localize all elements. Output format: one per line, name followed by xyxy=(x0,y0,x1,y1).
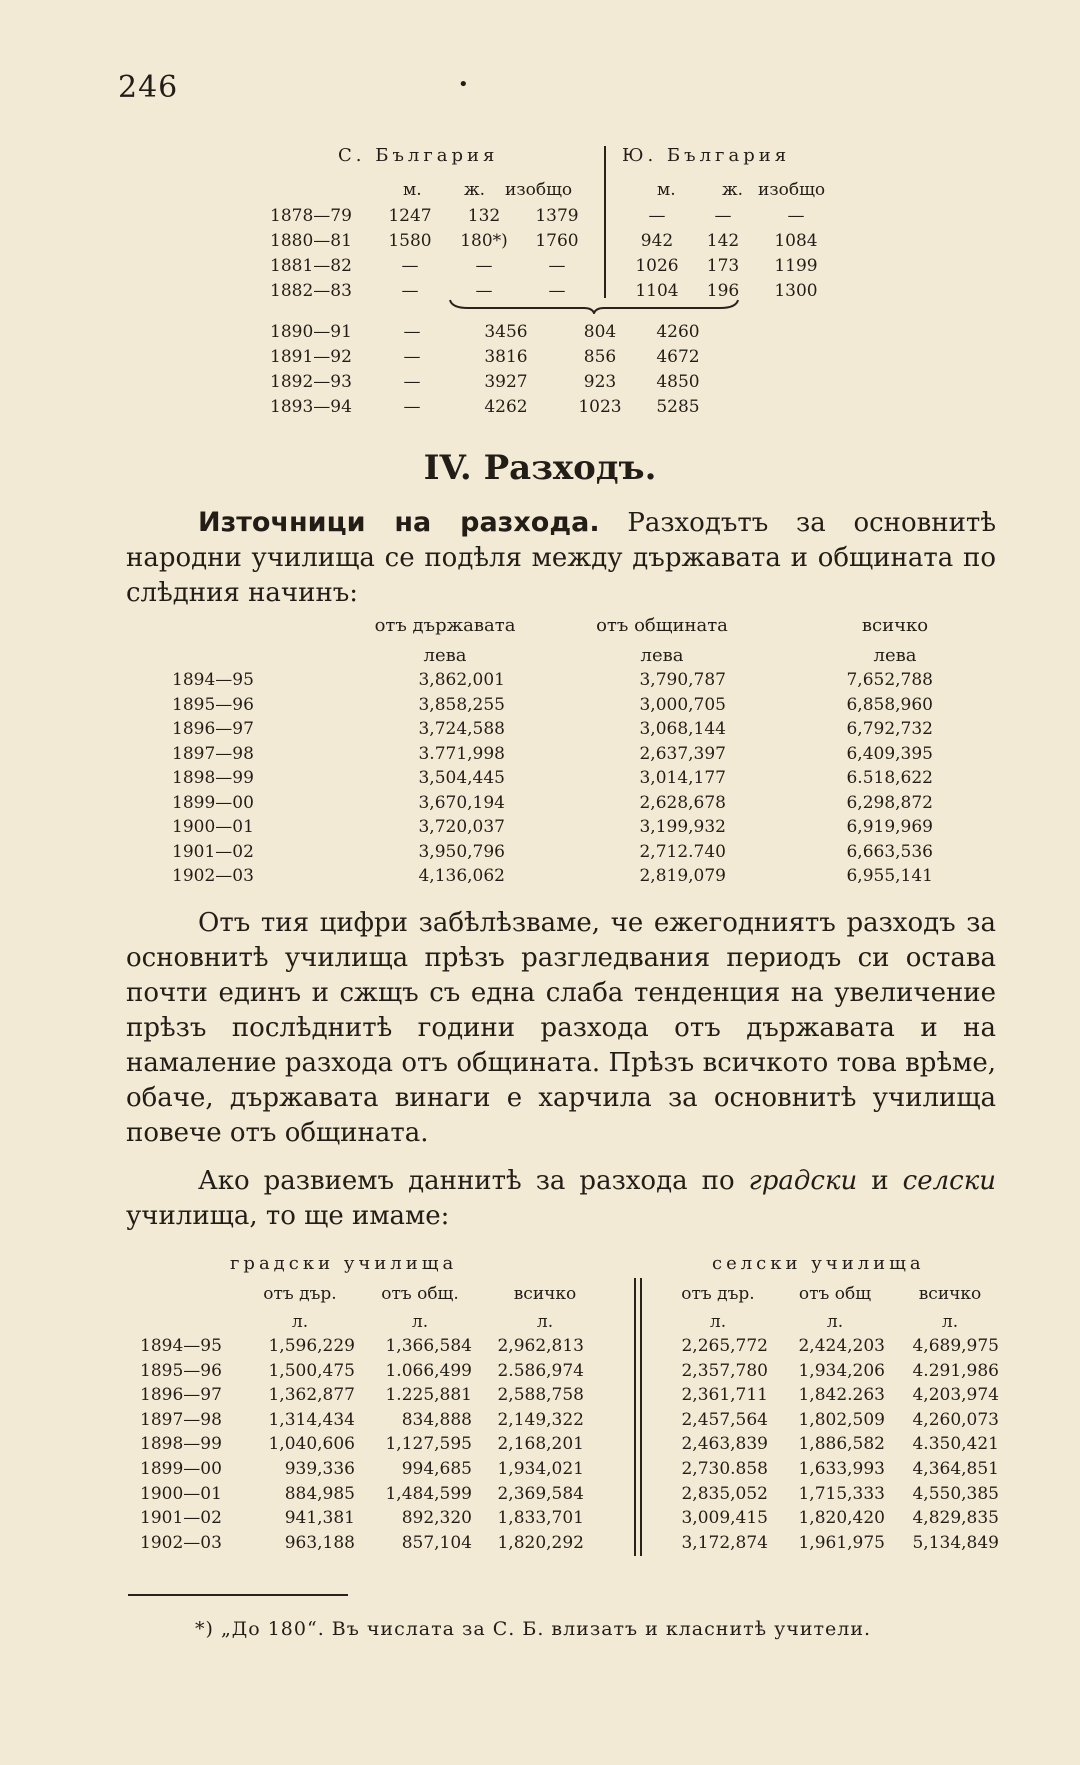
cell-total: 6,858,960 xyxy=(846,694,933,715)
cell-total-1: 923 xyxy=(583,372,617,392)
row-year: 1900—01 xyxy=(172,817,254,837)
cell-community: 2,628,678 xyxy=(639,792,726,813)
row-year: 1901—02 xyxy=(172,841,254,862)
cell-total-1: 1023 xyxy=(578,397,622,417)
para3-text-a: Ако развиемъ даннитѣ за разхода по xyxy=(198,1166,749,1196)
cell-rural-community: 1,886,582 xyxy=(798,1434,885,1455)
cell-state: 3.771,998 xyxy=(418,743,505,764)
cell-state: 3,670,194 xyxy=(418,792,505,813)
cell-urban-state: 1,596,229 xyxy=(268,1336,355,1356)
cell-rural-community: 1,842.263 xyxy=(798,1385,885,1406)
cell-rural-state: 2,730.858 xyxy=(681,1459,768,1479)
row-year: 1895—96 xyxy=(140,1360,222,1381)
cell-total-1: 856 xyxy=(583,347,617,367)
urban-schools-title: градски училища xyxy=(230,1253,458,1274)
cell-zh: 3456 xyxy=(484,322,528,342)
col-header-state: отъ държавата xyxy=(374,615,516,636)
cell-state: 3,720,037 xyxy=(418,817,505,837)
cell-rural-community: 1,820,420 xyxy=(798,1508,885,1529)
cell-north-zh: — xyxy=(475,256,493,276)
rural-schools-title: селски училища xyxy=(712,1253,925,1274)
urban-col-header: отъ общ. xyxy=(381,1284,459,1304)
cell-north-m: 1247 xyxy=(388,206,432,226)
paragraph-urban-rural xyxy=(126,1164,996,1234)
cell-total: 6,298,872 xyxy=(846,792,933,813)
rural-col-header: отъ общ xyxy=(798,1284,872,1304)
cell-urban-total: 2,369,584 xyxy=(497,1483,584,1504)
row-year: 1902—03 xyxy=(140,1532,222,1553)
cell-total-2: 5285 xyxy=(656,397,700,417)
cell-urban-total: 2,962,813 xyxy=(497,1336,584,1356)
cell-urban-state: 1,500,475 xyxy=(268,1360,355,1381)
cell-state: 3,862,001 xyxy=(418,670,505,690)
cell-rural-community: 2,424,203 xyxy=(798,1336,885,1356)
cell-urban-state: 1,362,877 xyxy=(268,1385,355,1406)
row-year: 1899—00 xyxy=(140,1459,222,1479)
cell-north-total: 1379 xyxy=(535,206,579,226)
cell-south-zh: 173 xyxy=(706,256,740,276)
cell-community: 3,199,932 xyxy=(639,817,726,837)
urban-col-unit: л. xyxy=(411,1312,429,1332)
cell-urban-community: 857,104 xyxy=(401,1532,472,1553)
row-year: 1894—95 xyxy=(172,670,254,690)
row-year: 1897—98 xyxy=(140,1409,222,1430)
para3-italic-urban: градски xyxy=(748,1166,858,1196)
rural-col-unit: л. xyxy=(826,1312,844,1332)
cell-urban-community: 994,685 xyxy=(401,1459,472,1479)
cell-south-total: 1199 xyxy=(774,256,818,276)
cell-m: — xyxy=(403,372,421,392)
cell-north-m: — xyxy=(401,256,419,276)
north-col-total: изобщо xyxy=(505,180,573,200)
cell-north-total: — xyxy=(548,256,566,276)
row-year: 1895—96 xyxy=(172,694,254,715)
south-col-m: м. xyxy=(657,180,676,200)
row-year: 1891—92 xyxy=(270,347,352,367)
cell-rural-state: 2,463,839 xyxy=(681,1434,768,1455)
cell-state: 3,858,255 xyxy=(418,694,505,715)
cell-rural-state: 2,361,711 xyxy=(681,1385,768,1406)
row-year: 1896—97 xyxy=(172,719,254,739)
urban-col-unit: л. xyxy=(536,1312,554,1332)
south-col-zh: ж. xyxy=(722,180,744,200)
cell-rural-community: 1,633,993 xyxy=(798,1459,885,1479)
row-year: 1898—99 xyxy=(172,768,254,788)
unit-state: лева xyxy=(423,645,467,666)
row-year: 1899—00 xyxy=(172,792,254,813)
cell-total: 6,663,536 xyxy=(846,841,933,862)
cell-community: 3,068,144 xyxy=(639,719,726,739)
footnote: *) „До 180“. Въ числата за С. Б. влизатъ и класнитѣ учители. xyxy=(195,1618,872,1640)
cell-rural-state: 2,265,772 xyxy=(681,1336,768,1356)
row-year: 1902—03 xyxy=(172,866,254,886)
cell-total: 6.518,622 xyxy=(846,768,933,788)
cell-rural-community: 1,934,206 xyxy=(798,1360,885,1381)
page-number: 246 xyxy=(118,70,179,105)
cell-total: 6,955,141 xyxy=(846,866,933,886)
row-year: 1890—91 xyxy=(270,322,352,342)
cell-total: 6,409,395 xyxy=(846,743,933,764)
col-header-total: всичко xyxy=(861,615,929,636)
cell-south-zh: — xyxy=(714,206,732,226)
cell-urban-community: 834,888 xyxy=(401,1409,472,1430)
cell-community: 3,000,705 xyxy=(639,694,726,715)
cell-rural-community: 1,715,333 xyxy=(798,1483,885,1504)
cell-south-total: — xyxy=(787,206,805,226)
col-header-community: отъ общината xyxy=(596,615,728,636)
cell-urban-state: 1,040,606 xyxy=(268,1434,355,1455)
unit-total: лева xyxy=(873,645,917,666)
cell-urban-state: 941,381 xyxy=(284,1508,355,1529)
cell-rural-total: 4,260,073 xyxy=(912,1409,999,1430)
cell-north-total: 1760 xyxy=(535,231,579,251)
cell-south-m: 1026 xyxy=(635,256,679,276)
paragraph-text: Разходътъ за основнитѣ народни училища се подѣля между държавата и общината по слѣдния начинъ: xyxy=(126,508,996,608)
cell-rural-total: 4,689,975 xyxy=(912,1336,999,1356)
cell-community: 2,712.740 xyxy=(639,841,726,862)
cell-total-1: 804 xyxy=(583,322,617,342)
row-year: 1880—81 xyxy=(270,231,352,251)
para3-text-c: училища, то ще имаме: xyxy=(126,1201,450,1231)
cell-north-zh: — xyxy=(475,281,493,301)
cell-rural-total: 4.291,986 xyxy=(912,1360,999,1381)
cell-total-2: 4850 xyxy=(656,372,700,392)
cell-urban-total: 2.586,974 xyxy=(497,1360,584,1381)
row-year: 1896—97 xyxy=(140,1385,222,1406)
north-col-zh: ж. xyxy=(464,180,486,200)
row-year: 1900—01 xyxy=(140,1483,222,1504)
cell-community: 2,637,397 xyxy=(639,743,726,764)
cell-urban-state: 884,985 xyxy=(284,1483,355,1504)
row-year: 1897—98 xyxy=(172,743,254,764)
paragraph-observations-text: Отъ тия цифри забѣлѣзваме, че ежегодниятъ разходъ за основнитѣ училища прѣзъ разгледвания периодъ си остава почти единъ и сжщъ съ една слаба тенденция на увеличение прѣзъ послѣднитѣ години разхода отъ държавата и на намаление разхода отъ общината. Прѣзъ всичкото това врѣме, обаче, държавата винаги е харчила за основнитѣ училища повече отъ общината. xyxy=(126,908,996,1148)
rural-col-header: отъ дър. xyxy=(681,1284,755,1304)
row-year: 1878—79 xyxy=(270,206,352,226)
cell-rural-total: 5,134,849 xyxy=(912,1532,999,1553)
cell-rural-state: 2,457,564 xyxy=(681,1409,768,1430)
paragraph-expense-sources xyxy=(126,505,996,611)
urban-col-header: всичко xyxy=(513,1284,577,1304)
cell-north-total: — xyxy=(548,281,566,301)
cell-rural-state: 3,172,874 xyxy=(681,1532,768,1553)
cell-urban-total: 1,833,701 xyxy=(497,1508,584,1529)
cell-community: 3,014,177 xyxy=(639,768,726,788)
cell-urban-total: 2,149,322 xyxy=(497,1409,584,1430)
cell-urban-total: 1,934,021 xyxy=(497,1459,584,1479)
region-divider xyxy=(604,146,606,298)
cell-total-2: 4260 xyxy=(656,322,700,342)
cell-rural-state: 2,357,780 xyxy=(681,1360,768,1381)
cell-rural-total: 4,203,974 xyxy=(912,1385,999,1406)
cell-urban-community: 1,127,595 xyxy=(385,1434,472,1455)
para3-text-b: и xyxy=(857,1166,903,1196)
cell-total: 6,792,732 xyxy=(846,719,933,739)
cell-community: 2,819,079 xyxy=(639,866,726,886)
cell-north-zh: 132 xyxy=(467,206,501,226)
cell-south-total: 1084 xyxy=(774,231,818,251)
cell-urban-community: 1,366,584 xyxy=(385,1336,472,1356)
cell-urban-total: 2,588,758 xyxy=(497,1385,584,1406)
cell-rural-total: 4.350,421 xyxy=(912,1434,999,1455)
cell-south-zh: 142 xyxy=(706,231,740,251)
row-year: 1898—99 xyxy=(140,1434,222,1455)
paragraph-observations xyxy=(126,906,996,1151)
cell-community: 3,790,787 xyxy=(639,670,726,690)
cell-north-m: — xyxy=(401,281,419,301)
cell-state: 3,724,588 xyxy=(418,719,505,739)
cell-rural-community: 1,961,975 xyxy=(798,1532,885,1553)
cell-rural-total: 4,364,851 xyxy=(912,1459,999,1479)
cell-south-m: 1104 xyxy=(635,281,679,301)
row-year: 1893—94 xyxy=(270,397,352,417)
cell-rural-total: 4,829,835 xyxy=(912,1508,999,1529)
north-bulgaria-title: С. България xyxy=(338,145,499,166)
section-title: IV. Разходъ. xyxy=(423,448,657,488)
cell-urban-state: 939,336 xyxy=(284,1459,355,1479)
footnote-rule xyxy=(128,1594,348,1596)
cell-m: — xyxy=(403,347,421,367)
cell-urban-community: 892,320 xyxy=(401,1508,472,1529)
cell-m: — xyxy=(403,322,421,342)
rural-col-unit: л. xyxy=(709,1312,727,1332)
cell-urban-total: 2,168,201 xyxy=(497,1434,584,1455)
cell-urban-community: 1.066,499 xyxy=(385,1360,472,1381)
header-ornament: • xyxy=(458,74,469,95)
row-year: 1881—82 xyxy=(270,256,352,276)
cell-state: 3,950,796 xyxy=(418,841,505,862)
cell-rural-state: 2,835,052 xyxy=(681,1483,768,1504)
cell-zh: 3927 xyxy=(484,372,528,392)
row-year: 1892—93 xyxy=(270,372,352,392)
urban-col-unit: л. xyxy=(291,1312,309,1332)
para3-italic-rural: селски xyxy=(902,1166,996,1196)
north-col-m: м. xyxy=(403,180,422,200)
cell-rural-total: 4,550,385 xyxy=(912,1483,999,1504)
south-col-total: изобщо xyxy=(758,180,826,200)
row-year: 1894—95 xyxy=(140,1336,222,1356)
cell-south-m: — xyxy=(648,206,666,226)
cell-north-zh: 180*) xyxy=(460,231,508,251)
cell-urban-community: 1.225,881 xyxy=(385,1385,472,1406)
cell-zh: 3816 xyxy=(484,347,528,367)
unit-community: лева xyxy=(640,645,684,666)
cell-total: 6,919,969 xyxy=(846,817,933,837)
cell-total: 7,652,788 xyxy=(846,670,933,690)
cell-state: 3,504,445 xyxy=(418,768,505,788)
rural-col-unit: л. xyxy=(941,1312,959,1332)
row-year: 1882—83 xyxy=(270,281,352,301)
cell-north-m: 1580 xyxy=(388,231,432,251)
cell-south-zh: 196 xyxy=(706,281,740,301)
cell-m: — xyxy=(403,397,421,417)
rural-col-header: всичко xyxy=(918,1284,982,1304)
cell-rural-state: 3,009,415 xyxy=(681,1508,768,1529)
row-year: 1901—02 xyxy=(140,1508,222,1529)
cell-rural-community: 1,802,509 xyxy=(798,1409,885,1430)
cell-zh: 4262 xyxy=(484,397,528,417)
cell-urban-community: 1,484,599 xyxy=(385,1483,472,1504)
paragraph-lead: Източници на разхода. xyxy=(198,507,600,538)
cell-south-m: 942 xyxy=(640,231,674,251)
south-bulgaria-title: Ю. България xyxy=(622,145,791,166)
cell-urban-state: 1,314,434 xyxy=(268,1409,355,1430)
urban-rural-divider-2 xyxy=(640,1278,642,1556)
urban-col-header: отъ дър. xyxy=(263,1284,337,1304)
cell-state: 4,136,062 xyxy=(418,866,505,886)
cell-south-total: 1300 xyxy=(774,281,818,301)
merge-brace xyxy=(448,298,740,314)
cell-urban-state: 963,188 xyxy=(284,1532,355,1553)
cell-total-2: 4672 xyxy=(656,347,700,367)
cell-urban-total: 1,820,292 xyxy=(497,1532,584,1553)
urban-rural-divider-1 xyxy=(634,1278,636,1556)
